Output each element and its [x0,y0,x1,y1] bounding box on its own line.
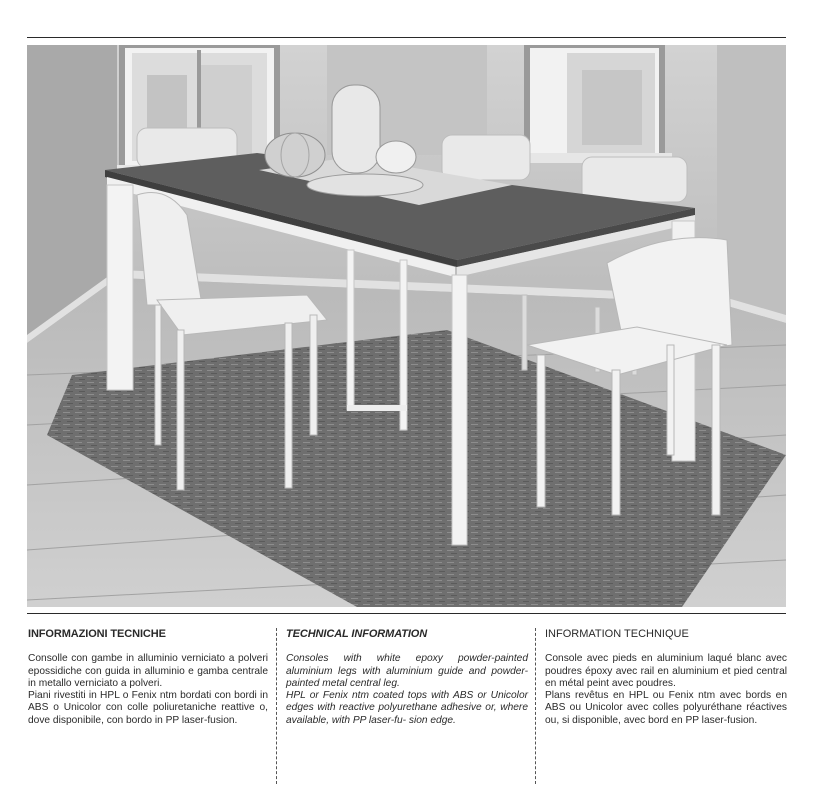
italian-paragraph-2: Piani rivestiti in HPL o Fenix ntm bordati con bordi in ABS o Unicolor con colle poliuretaniche reattive o, dove disponibile, con bordo in PP laser-fusion. [28,690,268,726]
info-column-italian [28,628,268,727]
english-paragraph-1: Consoles with white epoxy powder-painted aluminium legs with aluminium guide and powder-painted metal central leg. [286,653,528,689]
french-paragraph-1: Console avec pieds en aluminium laqué blanc avec poudres époxy avec rail en aluminium et pied central en métal peint avec poudres. [545,653,787,689]
italian-paragraph-1: Consolle con gambe in alluminio verniciato a polveri epossidiche con guida in alluminio e gamba centrale in metallo verniciato a polveri. [28,653,268,689]
column-divider [276,628,277,784]
product-photo [27,45,786,607]
italian-heading: INFORMAZIONI TECNICHE [28,628,166,640]
column-divider [535,628,536,784]
english-paragraph-2: HPL or Fenix ntm coated tops with ABS or Unicolor edges with reactive polyurethane adhesive or, where available, with PP laser-fu- sion edge. [286,690,528,726]
english-heading: TECHNICAL INFORMATION [286,628,428,640]
info-column-english [286,628,528,727]
bottom-rule [27,613,786,614]
french-paragraph-2: Plans revêtus en HPL ou Fenix ntm avec bords en ABS ou Unicolor avec colles polyuréthane réactives ou, si disponible, avec bord en PP laser-fusion. [545,690,787,726]
french-heading: INFORMATION TECHNIQUE [545,628,689,640]
top-rule [27,37,786,38]
right-window [522,45,672,163]
info-column-french [545,628,787,727]
